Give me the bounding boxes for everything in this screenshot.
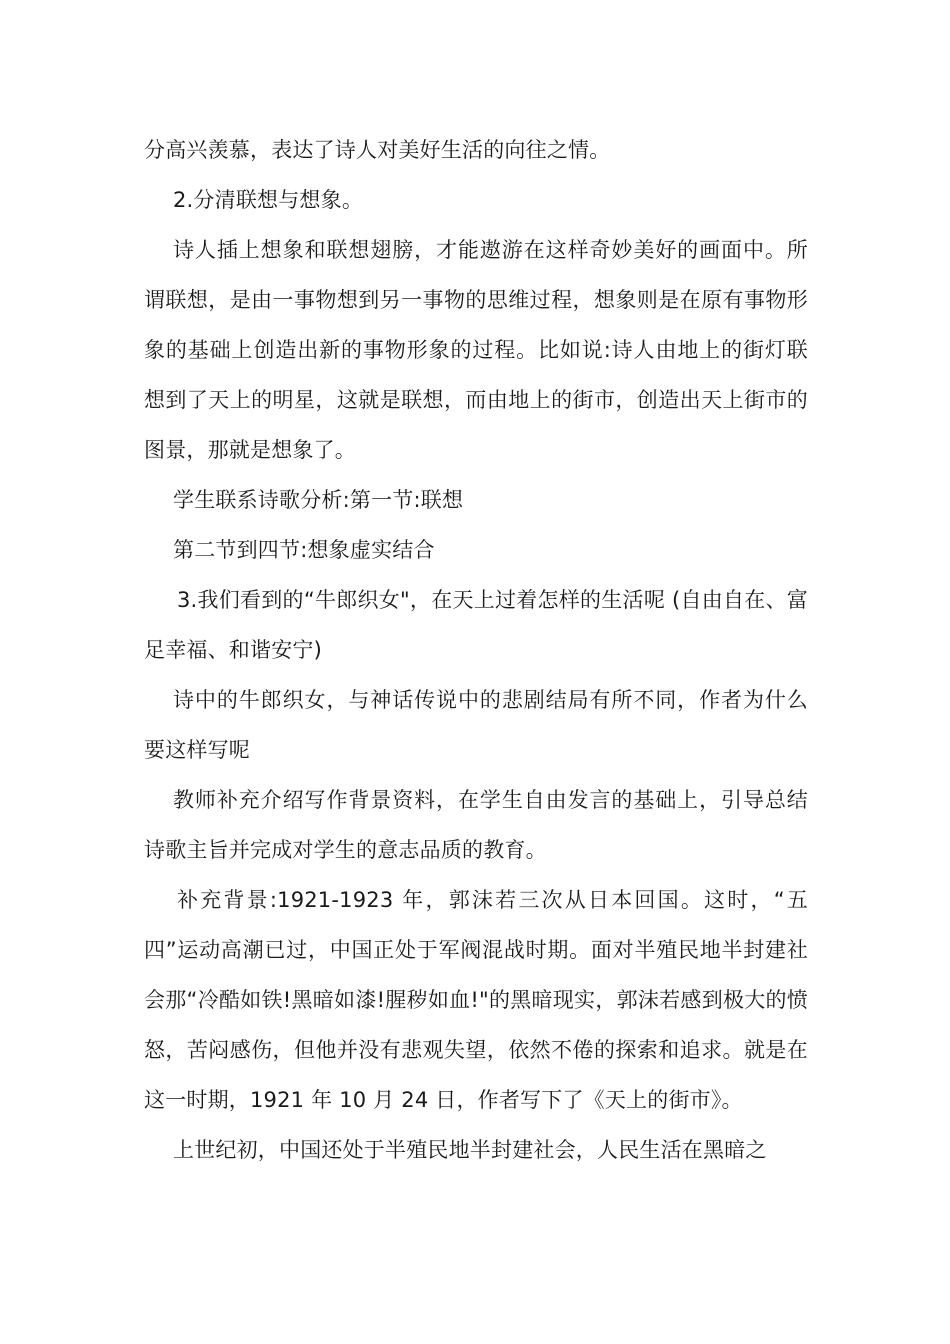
document-body <box>144 125 808 1175</box>
paragraph-4: 学生联系诗歌分析:第一节:联想 <box>173 488 464 512</box>
paragraph-5: 第二节到四节:想象虚实结合 <box>173 538 435 562</box>
paragraph-7: 诗中的牛郎织女，与神话传说中的悲剧结局有所不同，作者为什么要这样写呢 <box>144 688 808 762</box>
paragraph-3: 诗人插上想象和联想翅膀，才能遨游在这样奇妙美好的画面中。所谓联想，是由一事物想到另一事物的思维过程，想象则是在原有事物形象的基础上创造出新的事物形象的过程。比如说:诗人由地上的街灯联想到了天上的明星，这就是联想，而由地上的街市，创造出天上街市的图景，那就是想象了。 <box>144 238 808 462</box>
paragraph-2: 2.分清联想与想象。 <box>173 188 364 212</box>
paragraph-1: 分高兴羡慕，表达了诗人对美好生活的向往之情。 <box>144 138 611 162</box>
paragraph-6: 3.我们看到的“牛郎织女"，在天上过着怎样的生活呢 (自由自在、富足幸福、和谐安宁) <box>144 588 808 662</box>
paragraph-8: 教师补充介绍写作背景资料，在学生自由发言的基础上，引导总结诗歌主旨并完成对学生的意志品质的教育。 <box>144 788 808 862</box>
paragraph-10: 上世纪初，中国还处于半殖民地半封建社会，人民生活在黑暗之 <box>173 1138 767 1162</box>
paragraph-9: 补充背景:1921-1923 年，郭沫若三次从日本回国。这时，“五四”运动高潮已过，中国正处于军阀混战时期。面对半殖民地半封建社会那“冷酷如铁!黑暗如漆!腥秽如血!"的黑暗现实，郭沫若感到极大的愤怒，苦闷感伤，但他并没有悲观失望，依然不倦的探索和追求。就是在这一时期，1921 年 10 月 24 日，作者写下了《天上的街市》。 <box>144 888 808 1112</box>
